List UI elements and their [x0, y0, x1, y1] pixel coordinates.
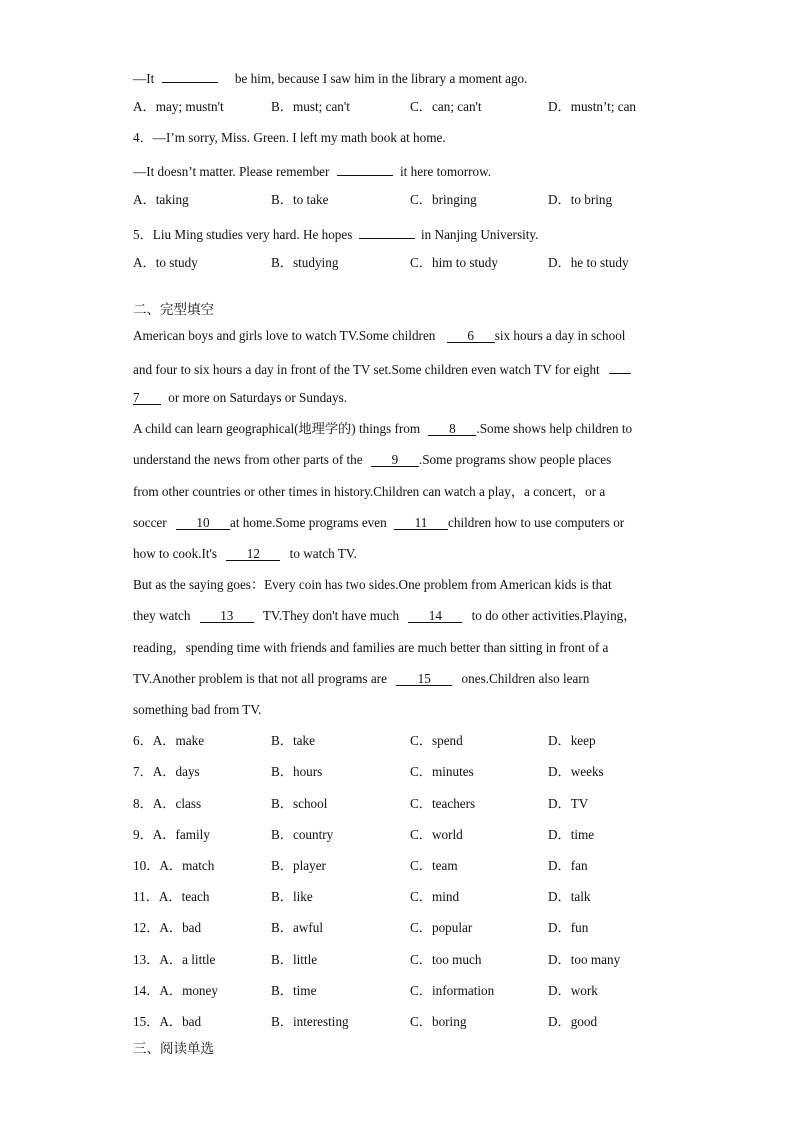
passage-line: reading，spending time with friends and families are much better than sitting in front of a: [133, 640, 609, 655]
blank-9: 9: [371, 452, 419, 467]
question-number: 10．: [133, 858, 160, 873]
passage-line: [133, 515, 624, 531]
question-number-and-option-a: [133, 796, 201, 812]
option-d: D．talk: [548, 889, 591, 904]
blank-10: 10: [176, 515, 230, 530]
option-a: A．a little: [159, 952, 216, 967]
question-number-and-option-a: [133, 889, 209, 905]
q3-text-a: —It: [133, 71, 155, 86]
blank-8: 8: [428, 421, 476, 436]
question-number: 11．: [133, 889, 159, 904]
passage-line: [133, 390, 347, 406]
option-d: D．too many: [548, 952, 621, 967]
passage-text: at home.Some programs even: [229, 515, 387, 530]
option-b: B．time: [271, 983, 317, 998]
passage-text: TV.They don't have much: [262, 608, 400, 623]
q5-option-a: A．to study: [133, 255, 198, 270]
question-number-and-option-a: [133, 1014, 201, 1030]
q4-option-b: B．to take: [271, 192, 329, 207]
option-a: A．money: [159, 983, 218, 998]
q3-line2: [133, 68, 527, 87]
passage-line: from other countries or other times in history.Children can watch a play，a concert，or a: [133, 484, 606, 499]
q4-option-c: C．bringing: [410, 192, 477, 207]
option-d: D．good: [548, 1014, 598, 1029]
option-a: A．teach: [158, 889, 210, 904]
q4-option-d: D．to bring: [548, 192, 613, 207]
q3-blank: [162, 68, 218, 83]
passage-line: [133, 546, 357, 562]
option-a: A．days: [152, 764, 200, 779]
blank-11: 11: [394, 515, 448, 530]
question-number-and-option-a: [133, 858, 214, 874]
question-number: 7．: [133, 764, 153, 779]
q3-option-b: B．must; can't: [271, 99, 350, 114]
q5-text-a: 5．Liu Ming studies very hard. He hopes: [133, 227, 353, 242]
passage-text: children how to use computers or: [448, 515, 625, 530]
q3-option-a: A．may; mustn't: [133, 99, 224, 114]
option-d: D．keep: [548, 733, 596, 748]
option-c: C．teachers: [410, 796, 476, 811]
question-number-and-option-a: [133, 983, 218, 999]
question-number: 8．: [133, 796, 153, 811]
option-c: C．world: [410, 827, 463, 842]
q4-line2: [133, 161, 491, 180]
passage-text: soccer: [133, 515, 167, 530]
q4-text-b: it here tomorrow.: [400, 164, 492, 179]
passage-line: [133, 452, 611, 468]
passage-line: [133, 421, 632, 437]
passage-text: to do other activities.Playing，: [471, 608, 637, 623]
section-heading-reading: 三、阅读单选: [133, 1041, 214, 1057]
question-number-and-option-a: [133, 764, 200, 780]
option-c: C．popular: [410, 920, 473, 935]
blank-12: 12: [226, 546, 280, 561]
question-number: 6．: [133, 733, 153, 748]
blank-15: 15: [396, 671, 452, 686]
passage-text: .Some programs show people places: [418, 452, 612, 467]
question-number: 12．: [133, 920, 160, 935]
q4-option-a: A．taking: [133, 192, 189, 207]
passage-text: A child can learn geographical(地理学的) things from: [133, 421, 421, 436]
option-b: B．take: [271, 733, 315, 748]
passage-text: how to cook.It's: [133, 546, 218, 561]
option-b: B．hours: [271, 764, 323, 779]
passage-text: and four to six hours a day in front of the TV set.Some children even watch TV for eight: [133, 362, 600, 377]
q3-option-c: C．can; can't: [410, 99, 482, 114]
option-c: C．boring: [410, 1014, 467, 1029]
blank-6: 6: [447, 328, 495, 343]
option-d: D．fan: [548, 858, 588, 873]
option-c: C．team: [410, 858, 458, 873]
passage-text: American boys and girls love to watch TV.Some children: [133, 328, 436, 343]
q3-option-d: D．mustn’t; can: [548, 99, 637, 114]
option-c: C．minutes: [410, 764, 474, 779]
option-b: B．little: [271, 952, 318, 967]
passage-line: [133, 671, 589, 687]
option-d: D．TV: [548, 796, 589, 811]
q5-option-c: C．him to study: [410, 255, 498, 270]
q4-text-a: —It doesn’t matter. Please remember: [133, 164, 330, 179]
blank-14: 14: [408, 608, 462, 623]
q4-blank: [337, 161, 393, 176]
q5-option-d: D．he to study: [548, 255, 629, 270]
option-a: A．bad: [159, 1014, 202, 1029]
question-number: 15．: [133, 1014, 160, 1029]
passage-text: .Some shows help children to: [476, 421, 633, 436]
blank-7-start: [609, 359, 631, 374]
passage-text: understand the news from other parts of the: [133, 452, 363, 467]
option-a: A．match: [159, 858, 215, 873]
blank-13: 13: [200, 608, 254, 623]
question-number-and-option-a: [133, 920, 201, 936]
passage-line: [133, 328, 625, 344]
option-b: B．school: [271, 796, 328, 811]
passage-line: [133, 359, 631, 378]
question-number-and-option-a: [133, 733, 204, 749]
option-c: C．too much: [410, 952, 482, 967]
passage-text: TV.Another problem is that not all programs are: [133, 671, 387, 686]
option-a: A．class: [152, 796, 202, 811]
option-d: D．work: [548, 983, 598, 998]
passage-text: or more on Saturdays or Sundays.: [168, 390, 348, 405]
option-c: C．mind: [410, 889, 460, 904]
question-number-and-option-a: [133, 952, 215, 968]
question-number: 13．: [133, 952, 160, 967]
option-d: D．weeks: [548, 764, 604, 779]
option-a: A．family: [152, 827, 210, 842]
option-a: A．make: [152, 733, 205, 748]
option-d: D．fun: [548, 920, 589, 935]
q5-text-b: in Nanjing University.: [420, 227, 539, 242]
option-a: A．bad: [159, 920, 202, 935]
q5-stem: [133, 224, 538, 243]
q4-stem: 4．—I’m sorry, Miss. Green. I left my math book at home.: [133, 130, 446, 145]
passage-line: But as the saying goes：Every coin has two sides.One problem from American kids is that: [133, 577, 612, 592]
section-heading-cloze: 二、完型填空: [133, 302, 214, 318]
option-b: B．interesting: [271, 1014, 349, 1029]
option-b: B．country: [271, 827, 334, 842]
question-number-and-option-a: [133, 827, 210, 843]
option-c: C．spend: [410, 733, 463, 748]
q3-text-b: be him, because I saw him in the library a moment ago.: [234, 71, 528, 86]
passage-line: something bad from TV.: [133, 702, 262, 717]
option-b: B．awful: [271, 920, 324, 935]
option-b: B．like: [271, 889, 313, 904]
option-b: B．player: [271, 858, 326, 873]
passage-text: they watch: [133, 608, 191, 623]
passage-text: to watch TV.: [289, 546, 357, 561]
passage-text: ones.Children also learn: [461, 671, 590, 686]
option-d: D．time: [548, 827, 595, 842]
option-c: C．information: [410, 983, 495, 998]
q5-blank: [359, 224, 415, 239]
passage-line: [133, 608, 636, 624]
question-number: 9．: [133, 827, 153, 842]
passage-text: six hours a day in school: [494, 328, 626, 343]
question-number: 14．: [133, 983, 160, 998]
blank-7: 7: [133, 390, 161, 405]
q5-option-b: B．studying: [271, 255, 339, 270]
